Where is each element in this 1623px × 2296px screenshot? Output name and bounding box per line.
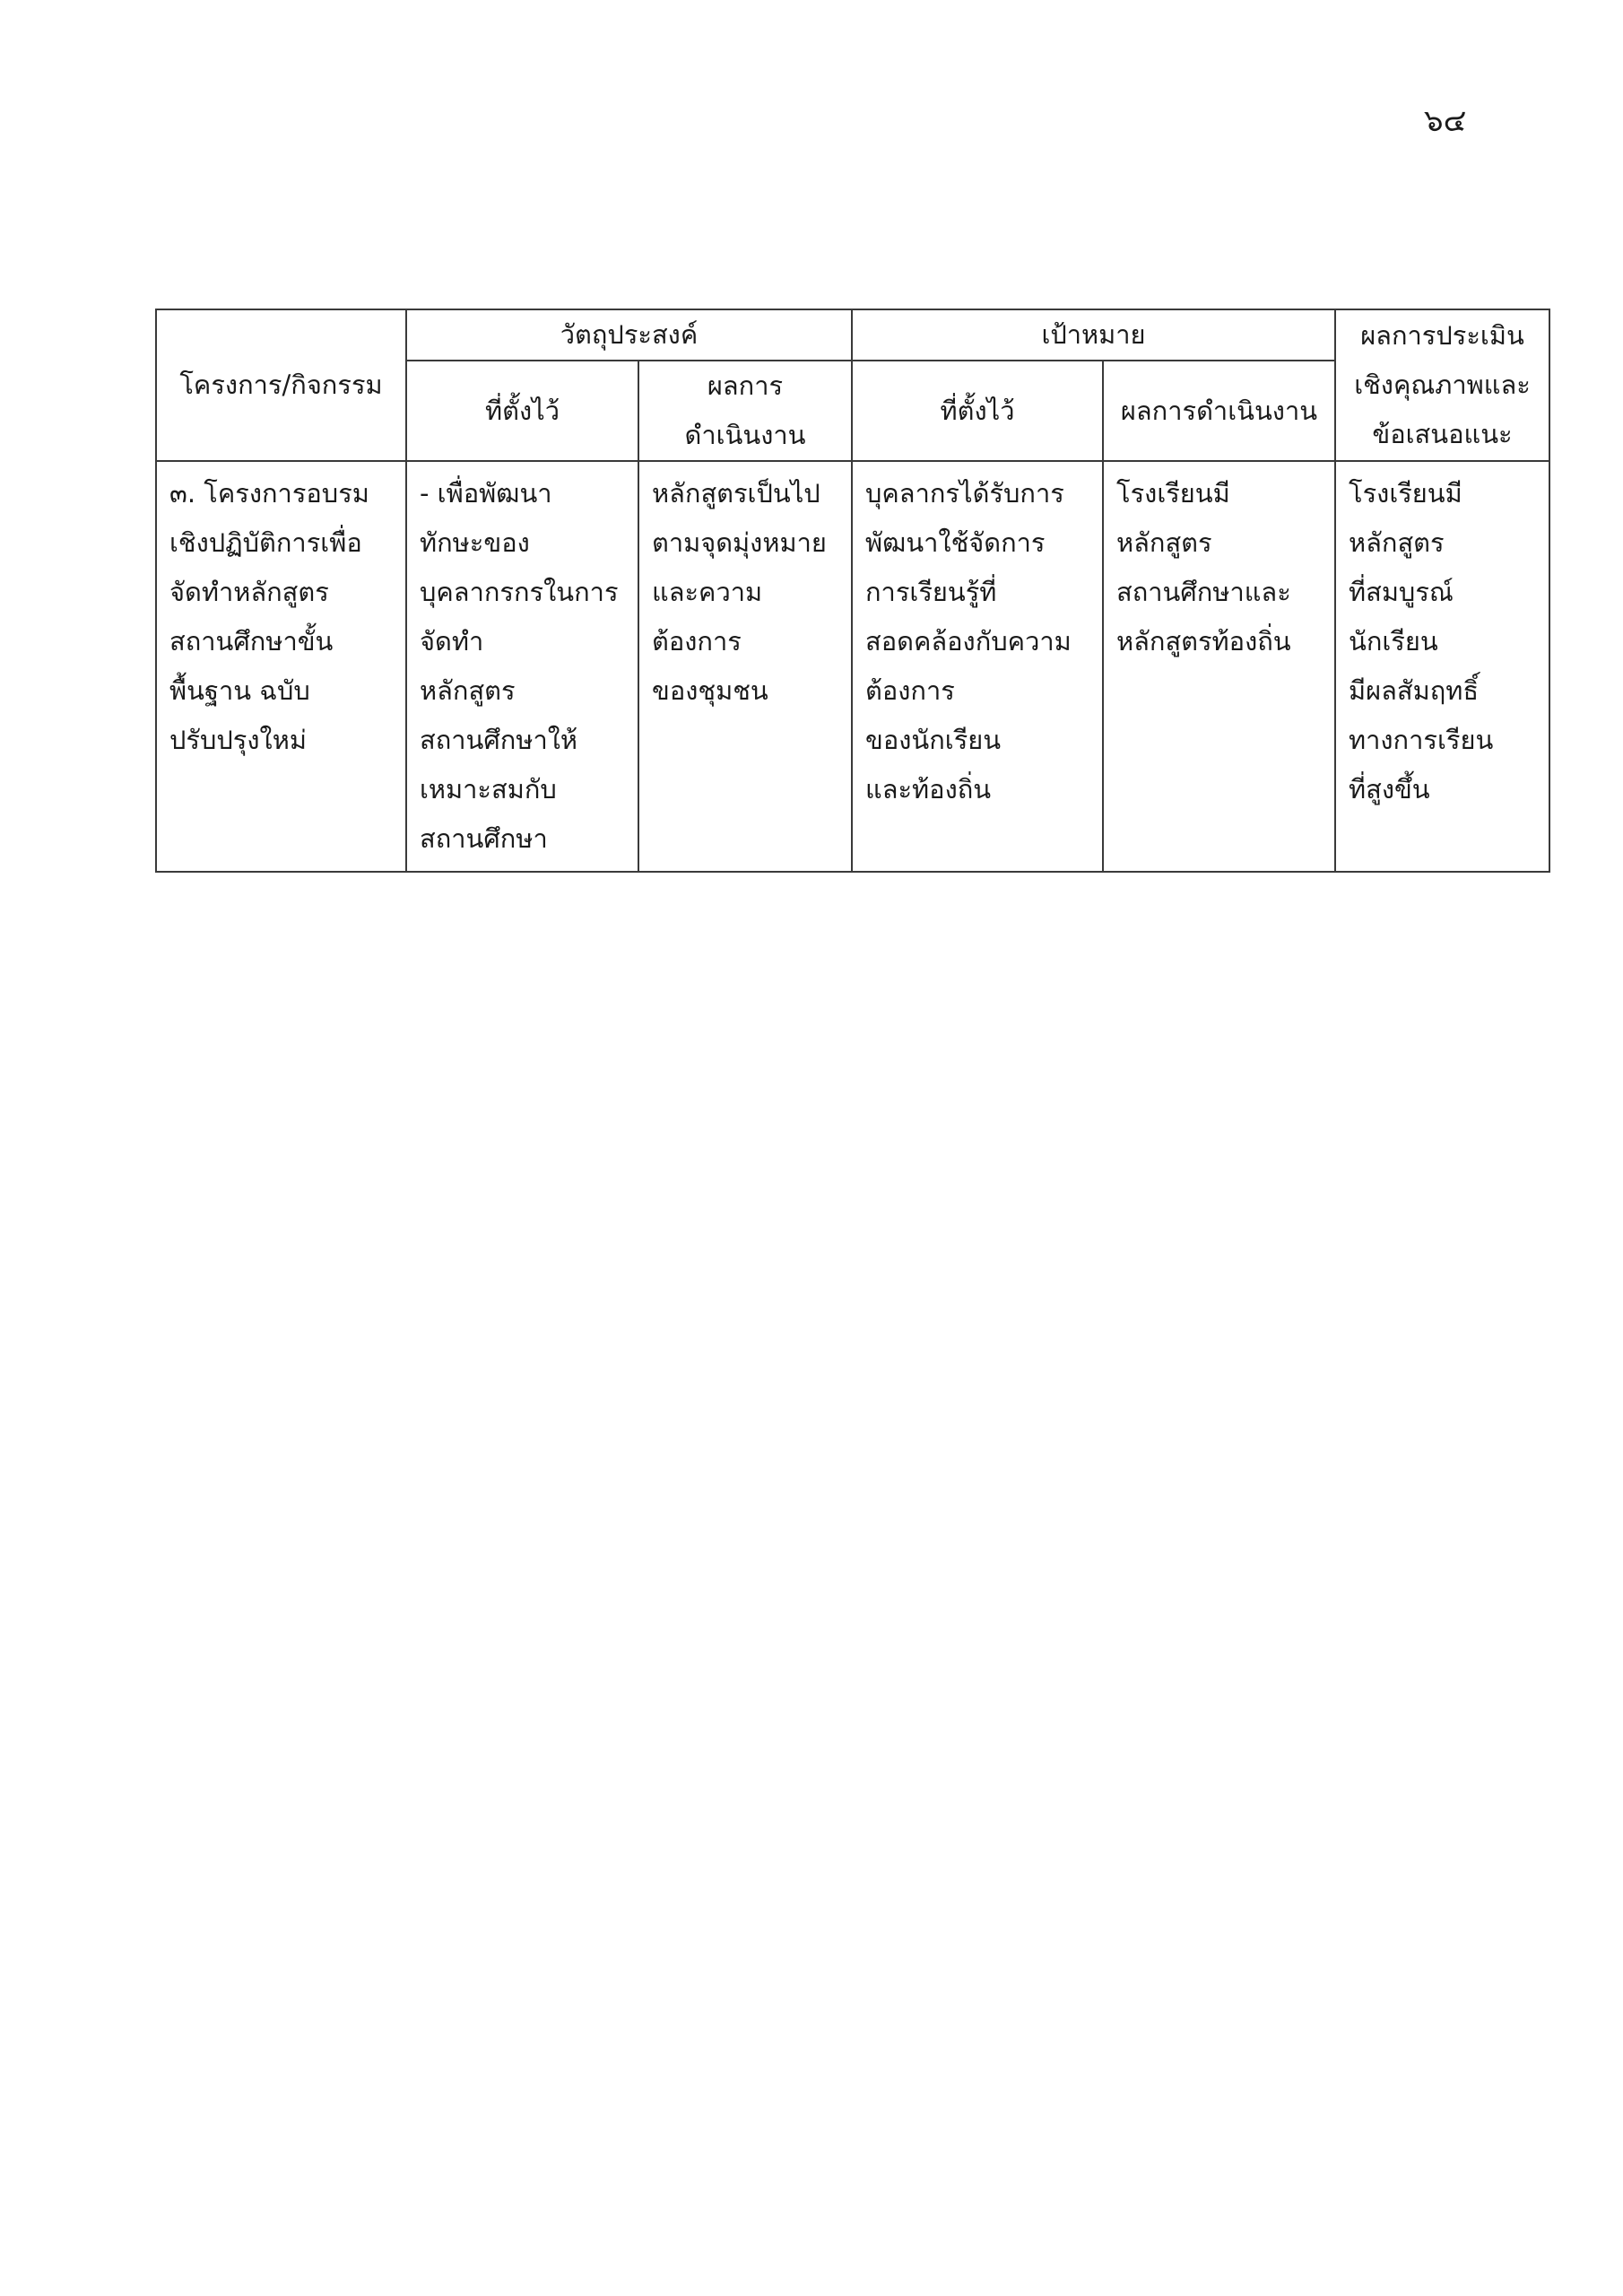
header-target: เป้าหมาย (852, 309, 1335, 361)
header-target-result: ผลการดำเนินงาน (1103, 361, 1335, 461)
header-row-1 (156, 309, 1549, 361)
cell-objectives-set: - เพื่อพัฒนา ทักษะของ บุคลากรกรในการ จัดทำ หลักสูตร สถานศึกษาให้ เหมาะสมกับ สถานศึกษา (406, 461, 638, 872)
cell-target-result: โรงเรียนมี หลักสูตร สถานศึกษาและ หลักสูตรท้องถิ่น (1103, 461, 1335, 872)
cell-evaluation: โรงเรียนมี หลักสูตร ที่สมบูรณ์ นักเรียน มีผลสัมฤทธิ์ ทางการเรียน ที่สูงขึ้น (1335, 461, 1549, 872)
header-objectives-set: ที่ตั้งไว้ (406, 361, 638, 461)
cell-objectives-result: หลักสูตรเป็นไป ตามจุดมุ่งหมาย และความ ต้องการ ของชุมชน (638, 461, 852, 872)
cell-project: ๓. โครงการอบรม เชิงปฏิบัติการเพื่อ จัดทำหลักสูตร สถานศึกษาขั้น พื้นฐาน ฉบับ ปรับปรุงใหม่ (156, 461, 406, 872)
page-number: ๖๔ (1424, 103, 1467, 139)
header-objectives: วัตถุประสงค์ (406, 309, 852, 361)
header-project: โครงการ/กิจกรรม (156, 309, 406, 461)
evaluation-table (155, 309, 1550, 873)
table-row (156, 461, 1549, 872)
cell-target-set: บุคลากรได้รับการ พัฒนาใช้จัดการ การเรียนรู้ที่ สอดคล้องกับความ ต้องการ ของนักเรียน และท้องถิ่น (852, 461, 1103, 872)
header-target-set: ที่ตั้งไว้ (852, 361, 1103, 461)
header-evaluation: ผลการประเมิน เชิงคุณภาพและ ข้อเสนอแนะ (1335, 309, 1549, 461)
header-objectives-result: ผลการ ดำเนินงาน (638, 361, 852, 461)
